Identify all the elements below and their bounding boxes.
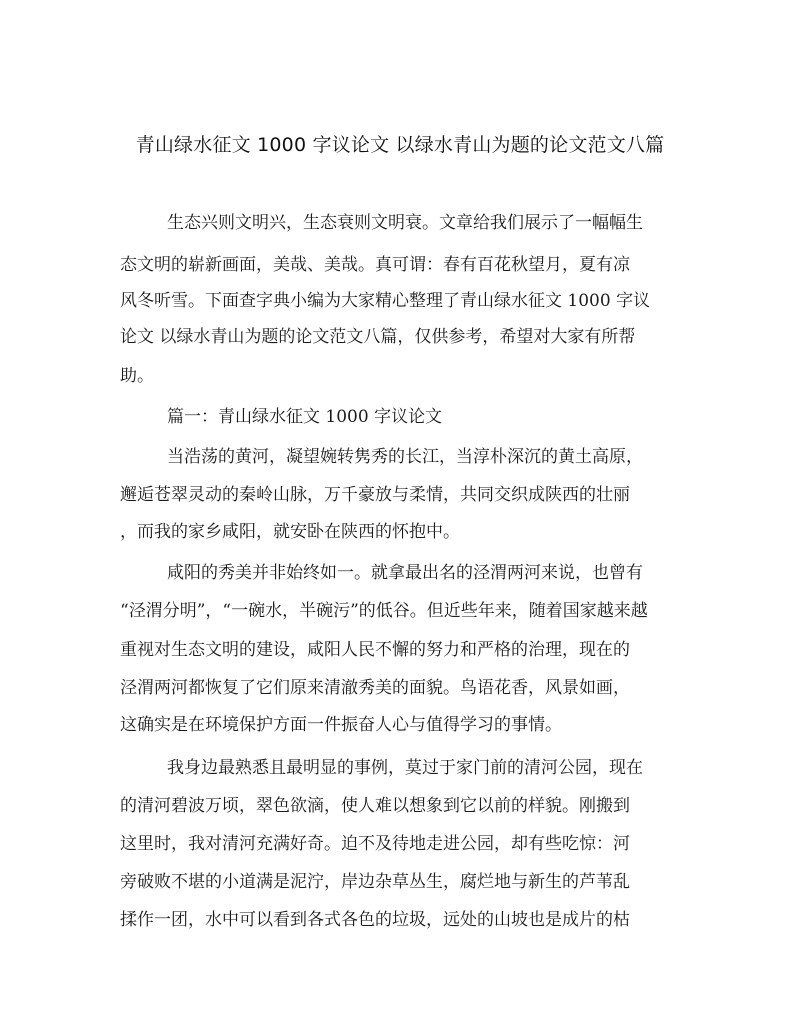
document-title: 青山绿水征文 1000 字议论文 以绿水青山为题的论文范文八篇 [135, 134, 665, 156]
paragraph-line: “泾渭分明”，“一碗水，半碗污”的低谷。但近些年来，随着国家越来越 [120, 601, 648, 621]
paragraph-line: 风冬听雪。下面查字典小编为大家精心整理了青山绿水征文 1000 字议 [120, 291, 651, 311]
paragraph-line: 我身边最熟悉且最明显的事例，莫过于家门前的清河公园，现在 [167, 758, 643, 778]
paragraph-line: 揉作一团，水中可以看到各式各色的垃圾，远处的山坡也是成片的枯 [120, 910, 630, 930]
paragraph-line: 旁破败不堪的小道满是泥泞，岸边杂草丛生，腐烂地与新生的芦苇乱 [120, 872, 630, 892]
paragraph-line: 这里时，我对清河充满好奇。迫不及待地走进公园，却有些吃惊：河 [120, 834, 630, 854]
paragraph-line: 的清河碧波万顷，翠色欲滴，使人难以想象到它以前的样貌。刚搬到 [120, 796, 630, 816]
paragraph-line: 态文明的崭新画面，美哉、美哉。真可谓：春有百花秋望月，夏有凉 [120, 255, 630, 275]
paragraph-line: 重视对生态文明的建设，咸阳人民不懈的努力和严格的治理，现在的 [120, 640, 630, 660]
paragraph-line: 这确实是在环境保护方面一件振奋人心与值得学习的事情。 [120, 715, 562, 735]
paragraph-line: 咸阳的秀美并非始终如一。就拿最出名的泾渭两河来说，也曾有 [167, 563, 643, 583]
paragraph-line: ，而我的家乡咸阳，就安卧在陕西的怀抱中。 [120, 522, 460, 542]
paragraph-line: 助。 [120, 366, 154, 386]
paragraph-line: 生态兴则文明兴，生态衰则文明衰。文章给我们展示了一幅幅生 [167, 213, 643, 233]
section-heading: 篇一：青山绿水征文 1000 字议论文 [167, 407, 443, 427]
paragraph-line: 邂逅苍翠灵动的秦岭山脉，万千豪放与柔情，共同交织成陕西的壮丽 [120, 485, 630, 505]
paragraph-line: 论文 以绿水青山为题的论文范文八篇，仅供参考，希望对大家有所帮 [120, 327, 636, 347]
paragraph-line: 当浩荡的黄河，凝望婉转隽秀的长江，当淳朴深沉的黄土高原， [167, 447, 643, 467]
paragraph-line: 泾渭两河都恢复了它们原来清澈秀美的面貌。鸟语花香，风景如画， [120, 678, 630, 698]
